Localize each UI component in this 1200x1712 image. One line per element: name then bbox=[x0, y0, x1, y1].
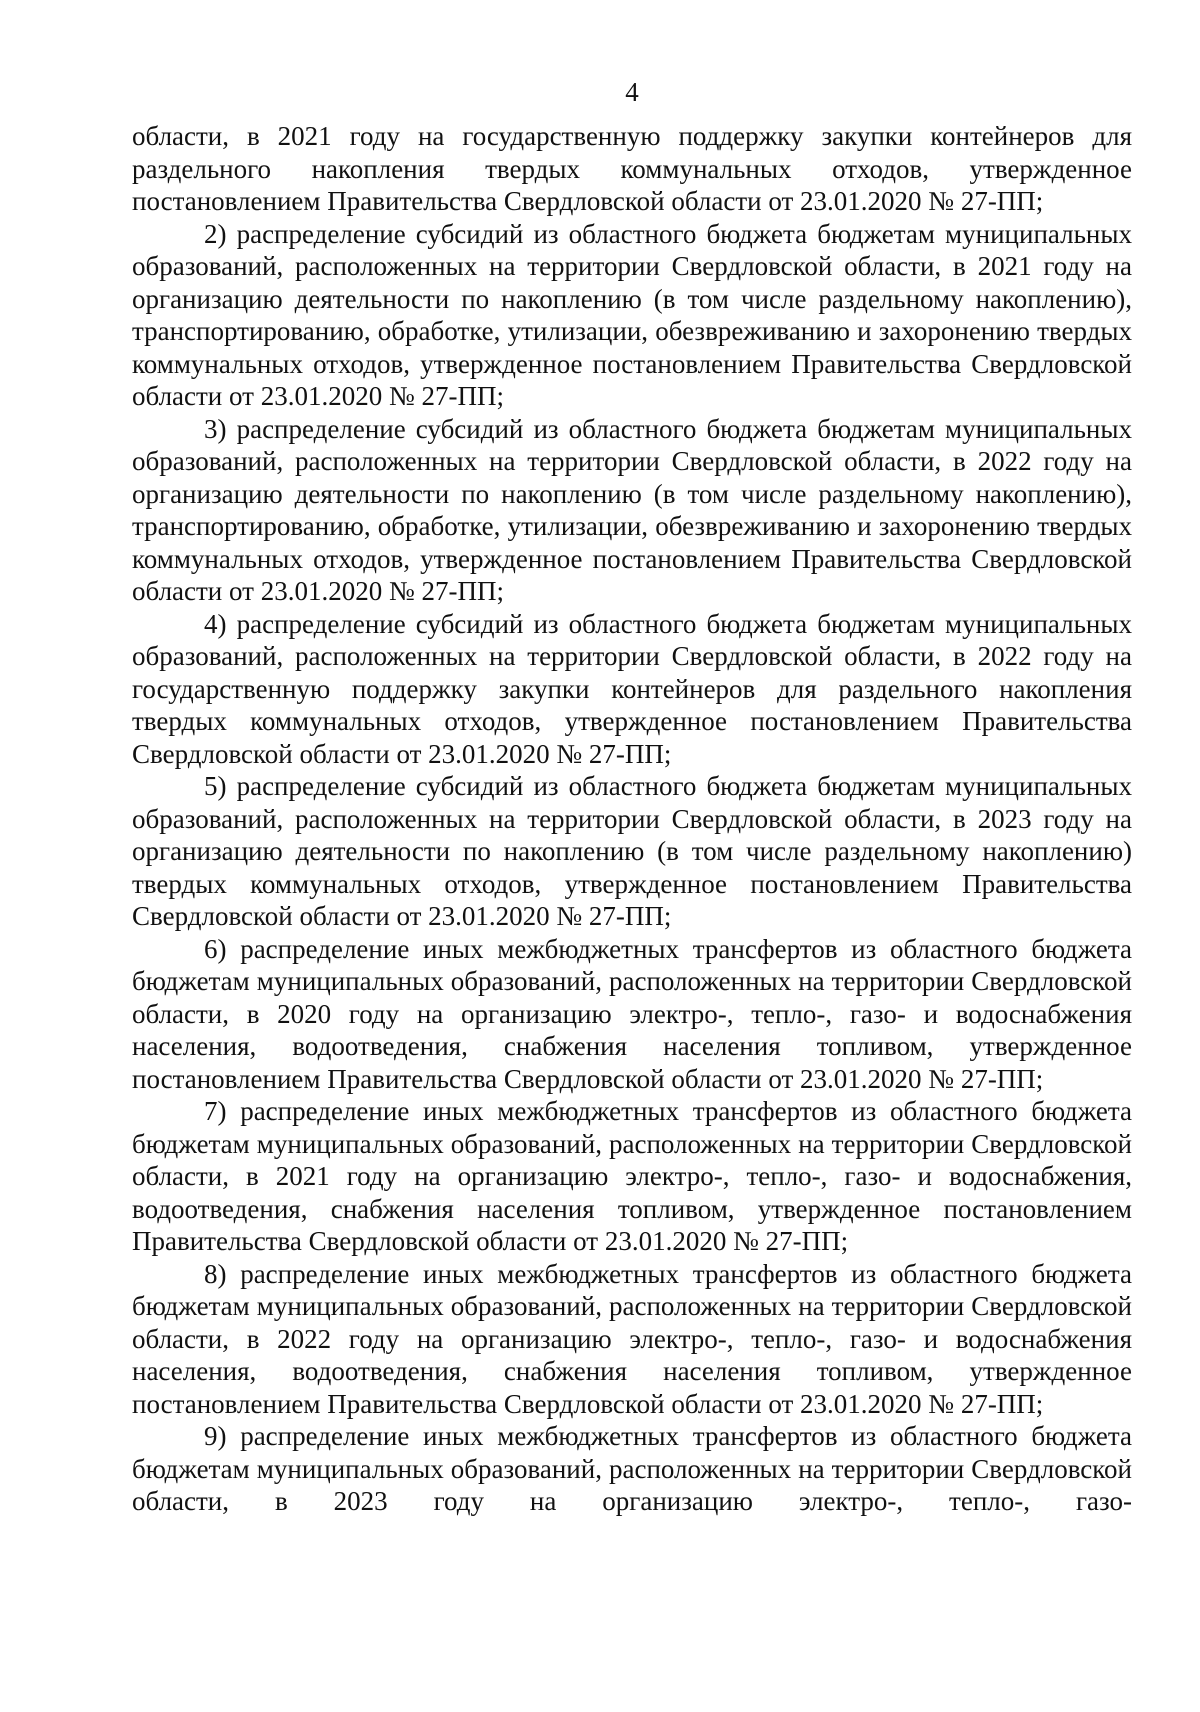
list-item-8: 8) распределение иных межбюджетных трансфертов из областного бюджета бюджетам муниципальных образований, расположенных на территории Свердловской области, в 2022 году на организацию электро-, тепло-, газо- и водоснабжения населения, водоотведения, снабжения населения топливом, утвержденное постановлением Правительства Свердловской области от 23.01.2020 № 27-ПП; bbox=[132, 1258, 1132, 1419]
list-item-7: 7) распределение иных межбюджетных трансфертов из областного бюджета бюджетам муниципальных образований, расположенных на территории Свердловской области, в 2021 году на организацию электро-, тепло-, газо- и водоснабжения, водоотведения, снабжения населения топливом, утвержденное постановлением Правительства Свердловской области от 23.01.2020 № 27-ПП; bbox=[132, 1096, 1132, 1256]
list-item-4: 4) распределение субсидий из областного бюджета бюджетам муниципальных образований, расположенных на территории Свердловской области, в 2022 году на государственную поддержку закупки контейнеров для раздельного накопления твердых коммунальных отходов, утвержденное постановлением Правительства Свердловской области от 23.01.2020 № 27-ПП; bbox=[132, 608, 1132, 769]
list-item-6: 6) распределение иных межбюджетных трансфертов из областного бюджета бюджетам муниципальных образований, расположенных на территории Свердловской области, в 2020 году на организацию электро-, тепло-, газо- и водоснабжения населения, водоотведения, снабжения населения топливом, утвержденное постановлением Правительства Свердловской области от 23.01.2020 № 27-ПП; bbox=[132, 933, 1132, 1094]
list-item-3: 3) распределение субсидий из областного бюджета бюджетам муниципальных образований, расположенных на территории Свердловской области, в 2022 году на организацию деятельности по накоплению (в том числе раздельному накоплению), транспортированию, обработке, утилизации, обезвреживанию и захоронению твердых коммунальных отходов, утвержденное постановлением Правительства Свердловской области от 23.01.2020 № 27-ПП; bbox=[132, 413, 1132, 606]
paragraph-continuation: области, в 2021 году на государственную поддержку закупки контейнеров для раздельного накопления твердых коммунальных отходов, утвержденное постановлением Правительства Свердловской области от 23.01.2020 № 27-ПП; bbox=[132, 121, 1132, 216]
list-item-5: 5) распределение субсидий из областного бюджета бюджетам муниципальных образований, расположенных на территории Свердловской области, в 2023 году на организацию деятельности по накоплению (в том числе раздельному накоплению) твердых коммунальных отходов, утвержденное постановлением Правительства Свердловской области от 23.01.2020 № 27-ПП; bbox=[132, 771, 1132, 931]
list-item-2: 2) распределение субсидий из областного бюджета бюджетам муниципальных образований, расположенных на территории Свердловской области, в 2021 году на организацию деятельности по накоплению (в том числе раздельному накоплению), транспортированию, обработке, утилизации, обезвреживанию и захоронению твердых коммунальных отходов, утвержденное постановлением Правительства Свердловской области от 23.01.2020 № 27-ПП; bbox=[132, 218, 1132, 411]
page-number: 4 bbox=[625, 77, 639, 107]
document-body bbox=[132, 120, 1132, 1518]
list-item-9: 9) распределение иных межбюджетных трансфертов из областного бюджета бюджетам муниципальных образований, расположенных на территории Свердловской области, в 2023 году на организацию электро-, тепло-, газо- bbox=[132, 1421, 1132, 1516]
